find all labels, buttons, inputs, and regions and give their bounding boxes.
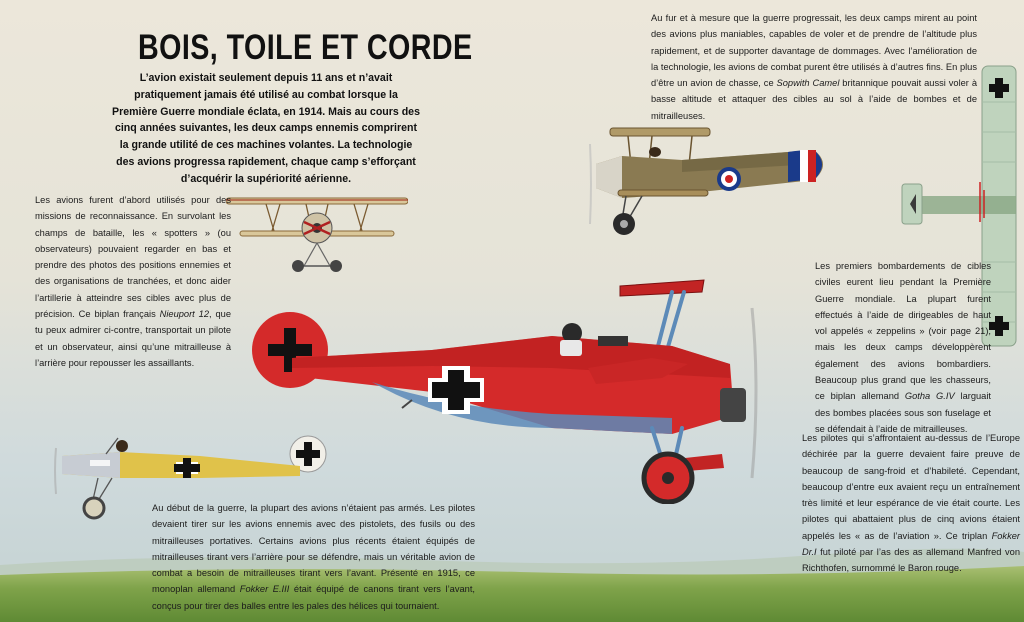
paragraph-text: fut piloté par l’as des as allemand Manfred von Richthofen, surnommé le Baron rouge. (802, 547, 1020, 574)
paragraph-text: Au début de la guerre, la plupart des avions n’étaient pas armés. Les pilotes devaient tirer sur les avions ennemis avec des pistolets, des fusils ou des mitrailleuses portatives. Certains avions plus récents étaient équipés de mitrailleuses tirant vers l’arrière pour se défendre, mais un véritable avion de combat a besoin de mitrailleuses tirant vers l’avant. Présenté en 1915, ce monoplan allemand (152, 503, 475, 595)
aircraft-name: Nieuport 12 (159, 309, 209, 320)
intro-paragraph: L’avion existait seulement depuis 11 ans et n’avait pratiquement jamais été utilisé au combat lorsque la Première Guerre mondiale éclata, en 1914. Mais au cours des cinq années suivantes, les deux camps ennemis comprirent la grande utilité de ces machines volantes. La technologie des avions progressa rapidement, chaque camp s’efforçant d’acquérir la supériorité aérienne. (112, 72, 420, 185)
paragraph-text: Les premiers bombardements de cibles civiles eurent lieu pendant la Première Guerre mondiale. La plupart furent effectués à l’aide de dirigeables de haut vol appelés « zeppelins » (voir page 21), mais les deux camps développèrent également des avions bombardiers. Beaucoup plus grand que les chasseurs, ce biplan allemand (815, 261, 991, 402)
paragraph-text: Au fur et à mesure que la guerre progressait, les deux camps mirent au point des avions plus maniables, capables de voler et de prendre de l’altitude plus rapidement, et de supporter davantage de dommages. Avec l’amélioration de la technologie, les avions de combat purent être utilisés à d’autres fins. En plus d’être un avion de chasse, ce (651, 13, 977, 89)
aircraft-name: Gotha G.IV (904, 391, 955, 402)
aircraft-name: Sopwith Camel (776, 78, 840, 89)
paragraph-text: Les avions furent d’abord utilisés pour des missions de reconnaissance. En survolant les champs de bataille, les « spotters » (ou observateurs) pouvaient regarder en bas et prendre des photos des positions ennemies et des organisations de tranchées, et donc aider l’artillerie à atteindre ses cibles avec plus de précision. Ce biplan français (35, 195, 231, 320)
paragraph-as (802, 430, 1020, 577)
paragraph-text: , que tu peux admirer ci-contre, transportait un pilote et un observateur, ainsi qu’une mitrailleuse à l’arrière pour repousser les assaillants. (35, 309, 231, 368)
paragraph-text: britannique pouvait aussi voler à basse altitude et attaquer des cibles au sol à l’aide de bombes et de mitrailleuses. (651, 78, 977, 121)
paragraph-bombardiers (815, 258, 991, 437)
sopwith-camel-illustration (582, 124, 842, 244)
paragraph-text: Les pilotes qui s’affrontaient au-dessus de l’Europe déchirée par la guerre devaient faire preuve de beaucoup de sang-froid et d’habileté. Cependant, beaucoup d’entre eux avaient reçu un entraînement très limité et leur espérance de vie était courte. Les pilotes qui abattaient plus de cinq avions étaient appelés les « as de l’aviation ». Ce triplan (802, 433, 1020, 541)
aircraft-name: Fokker E.III (239, 584, 290, 595)
paragraph-armes (152, 500, 475, 614)
paragraph-text: était équipé de canons tirant vers l’avant, conçus pour tirer des balles entre les pales des hélices qui tournaient. (152, 584, 475, 611)
paragraph-text: larguait des bombes placées sous son fuselage et se défendait à l’aide de mitrailleuses. (815, 391, 992, 434)
aircraft-name: Fokker Dr.I (802, 530, 1020, 558)
paragraph-reconnaissance (35, 192, 231, 371)
paragraph-chasse (651, 10, 977, 124)
page-title: BOIS, TOILE ET CORDE (138, 28, 473, 67)
nieuport-12-illustration (226, 188, 408, 274)
